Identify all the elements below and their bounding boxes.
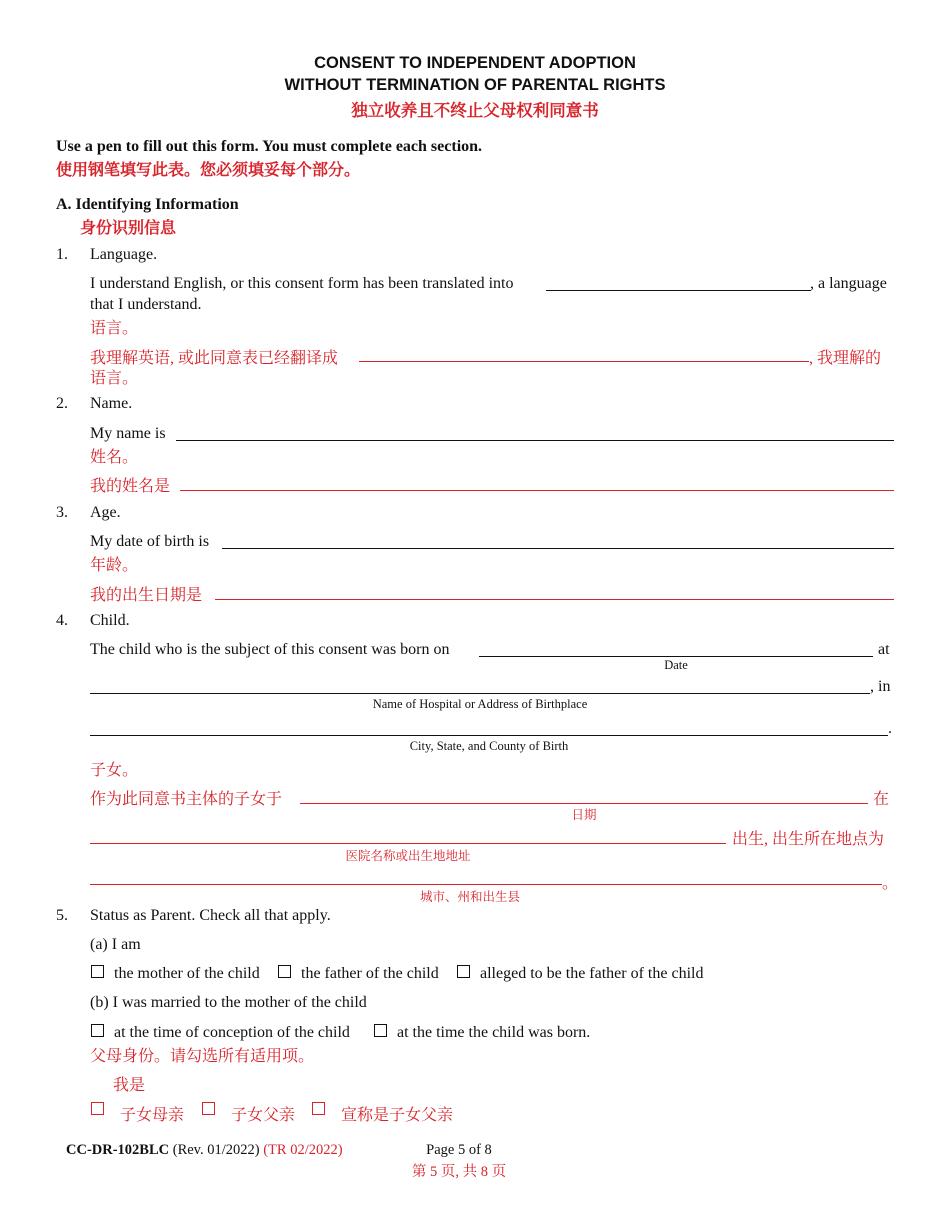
option-father-label: the father of the child	[301, 965, 439, 982]
item-2-number: 2.	[56, 395, 68, 412]
item-2-label: Name.	[90, 395, 133, 412]
checkbox-born[interactable]	[374, 1024, 387, 1037]
caption-city: City, State, and County of Birth	[409, 739, 569, 753]
caption-hospital-zh: 医院名称或出生地地址	[345, 849, 471, 863]
item-4-text-in: , in	[870, 678, 891, 695]
item-1-text-zh-line2: 语言。	[90, 370, 139, 387]
caption-hospital: Name of Hospital or Address of Birthplace	[372, 697, 588, 711]
birthplace-field-zh[interactable]	[90, 843, 726, 844]
caption-date: Date	[664, 658, 688, 672]
child-birth-date-field-zh[interactable]	[300, 803, 868, 804]
item-4-number: 4.	[56, 612, 68, 629]
item-3-text-zh: 我的出生日期是	[90, 587, 203, 604]
name-field[interactable]	[176, 440, 894, 441]
birth-city-field-zh[interactable]	[90, 884, 882, 885]
item-1-number: 1.	[56, 246, 68, 263]
item-1-label-zh: 语言。	[90, 320, 139, 337]
instructions-en: Use a pen to fill out this form. You must complete each section.	[56, 138, 483, 155]
caption-date-zh: 日期	[571, 808, 597, 822]
item-4-text-zh-born: 作为此同意书主体的子女于	[90, 791, 283, 808]
item-1-text-zh-after: , 我理解的	[809, 350, 882, 367]
item-4-text-at: at	[878, 641, 890, 658]
checkbox-father-zh[interactable]	[202, 1102, 215, 1115]
form-title-line1: CONSENT TO INDEPENDENT ADOPTION	[314, 54, 636, 72]
item-3-number: 3.	[56, 504, 68, 521]
item-4-text-period: .	[888, 720, 892, 737]
checkbox-mother[interactable]	[91, 965, 104, 978]
name-field-zh[interactable]	[180, 490, 894, 491]
footer-rev: (Rev. 01/2022)	[172, 1142, 260, 1158]
item-4-label-zh: 子女。	[90, 762, 139, 779]
item-5-sub-a: (a) I am	[90, 936, 141, 953]
item-2-label-zh: 姓名。	[90, 449, 139, 466]
caption-city-zh: 城市、州和出生县	[419, 890, 520, 904]
item-5-label-zh: 父母身份。请勾选所有适用项。	[90, 1048, 315, 1065]
form-title-zh: 独立收养且不终止父母权利同意书	[351, 102, 599, 120]
child-birth-date-field[interactable]	[479, 656, 873, 657]
option-mother-label-zh: 子女母亲	[120, 1107, 185, 1124]
item-4-text-zh-period: 。	[882, 875, 899, 892]
date-of-birth-field-zh[interactable]	[215, 599, 894, 600]
item-1-text-after: , a language	[810, 275, 887, 292]
form-title-line2: WITHOUT TERMINATION OF PARENTAL RIGHTS	[284, 76, 666, 94]
checkbox-alleged-father-zh[interactable]	[312, 1102, 325, 1115]
option-alleged-label: alleged to be the father of the child	[480, 965, 704, 982]
checkbox-alleged-father[interactable]	[457, 965, 470, 978]
item-5-sub-b: (b) I was married to the mother of the child	[90, 994, 367, 1011]
footer-form-id: CC-DR-102BLC	[66, 1142, 170, 1158]
checkbox-father[interactable]	[278, 965, 291, 978]
checkbox-conception[interactable]	[91, 1024, 104, 1037]
footer-page: Page 5 of 8	[426, 1142, 492, 1158]
instructions-zh: 使用钢笔填写此表。您必须填妥每个部分。	[56, 162, 361, 179]
language-field[interactable]	[546, 290, 811, 291]
date-of-birth-field[interactable]	[222, 548, 894, 549]
option-father-label-zh: 子女父亲	[231, 1107, 296, 1124]
checkbox-mother-zh[interactable]	[91, 1102, 104, 1115]
option-alleged-label-zh: 宣称是子女父亲	[341, 1107, 454, 1124]
item-4-text-zh-at: 在	[873, 791, 890, 808]
item-2-text-zh: 我的姓名是	[90, 478, 171, 495]
birth-city-field[interactable]	[90, 735, 888, 736]
item-5-sub-a-zh: 我是	[113, 1077, 146, 1094]
item-2-text: My name is	[90, 425, 166, 442]
item-4-label: Child.	[90, 612, 130, 629]
footer-page-zh: 第 5 页, 共 8 页	[411, 1164, 507, 1180]
item-3-label: Age.	[90, 504, 121, 521]
birthplace-field[interactable]	[90, 693, 870, 694]
language-field-zh[interactable]	[359, 361, 809, 362]
item-3-label-zh: 年龄。	[90, 557, 139, 574]
option-conception-label: at the time of conception of the child	[114, 1024, 350, 1041]
section-a-heading: A. Identifying Information	[56, 196, 239, 213]
footer-tr: (TR 02/2022)	[263, 1142, 343, 1158]
option-mother-label: the mother of the child	[114, 965, 260, 982]
footer-form-id-group	[66, 1142, 343, 1159]
option-born-label: at the time the child was born.	[397, 1024, 591, 1041]
item-4-text-zh-born-at: 出生, 出生所在地点为	[732, 831, 885, 848]
item-1-text-zh-before: 我理解英语, 或此同意表已经翻译成	[90, 350, 339, 367]
item-1-label: Language.	[90, 246, 158, 263]
item-5-label: Status as Parent. Check all that apply.	[90, 907, 331, 924]
item-1-text-line2: that I understand.	[90, 296, 202, 313]
item-4-text-born: The child who is the subject of this consent was born on	[90, 641, 450, 658]
item-1-text-before: I understand English, or this consent form has been translated into	[90, 275, 514, 292]
section-a-heading-zh: 身份识别信息	[80, 220, 177, 237]
item-3-text: My date of birth is	[90, 533, 210, 550]
item-5-number: 5.	[56, 907, 68, 924]
